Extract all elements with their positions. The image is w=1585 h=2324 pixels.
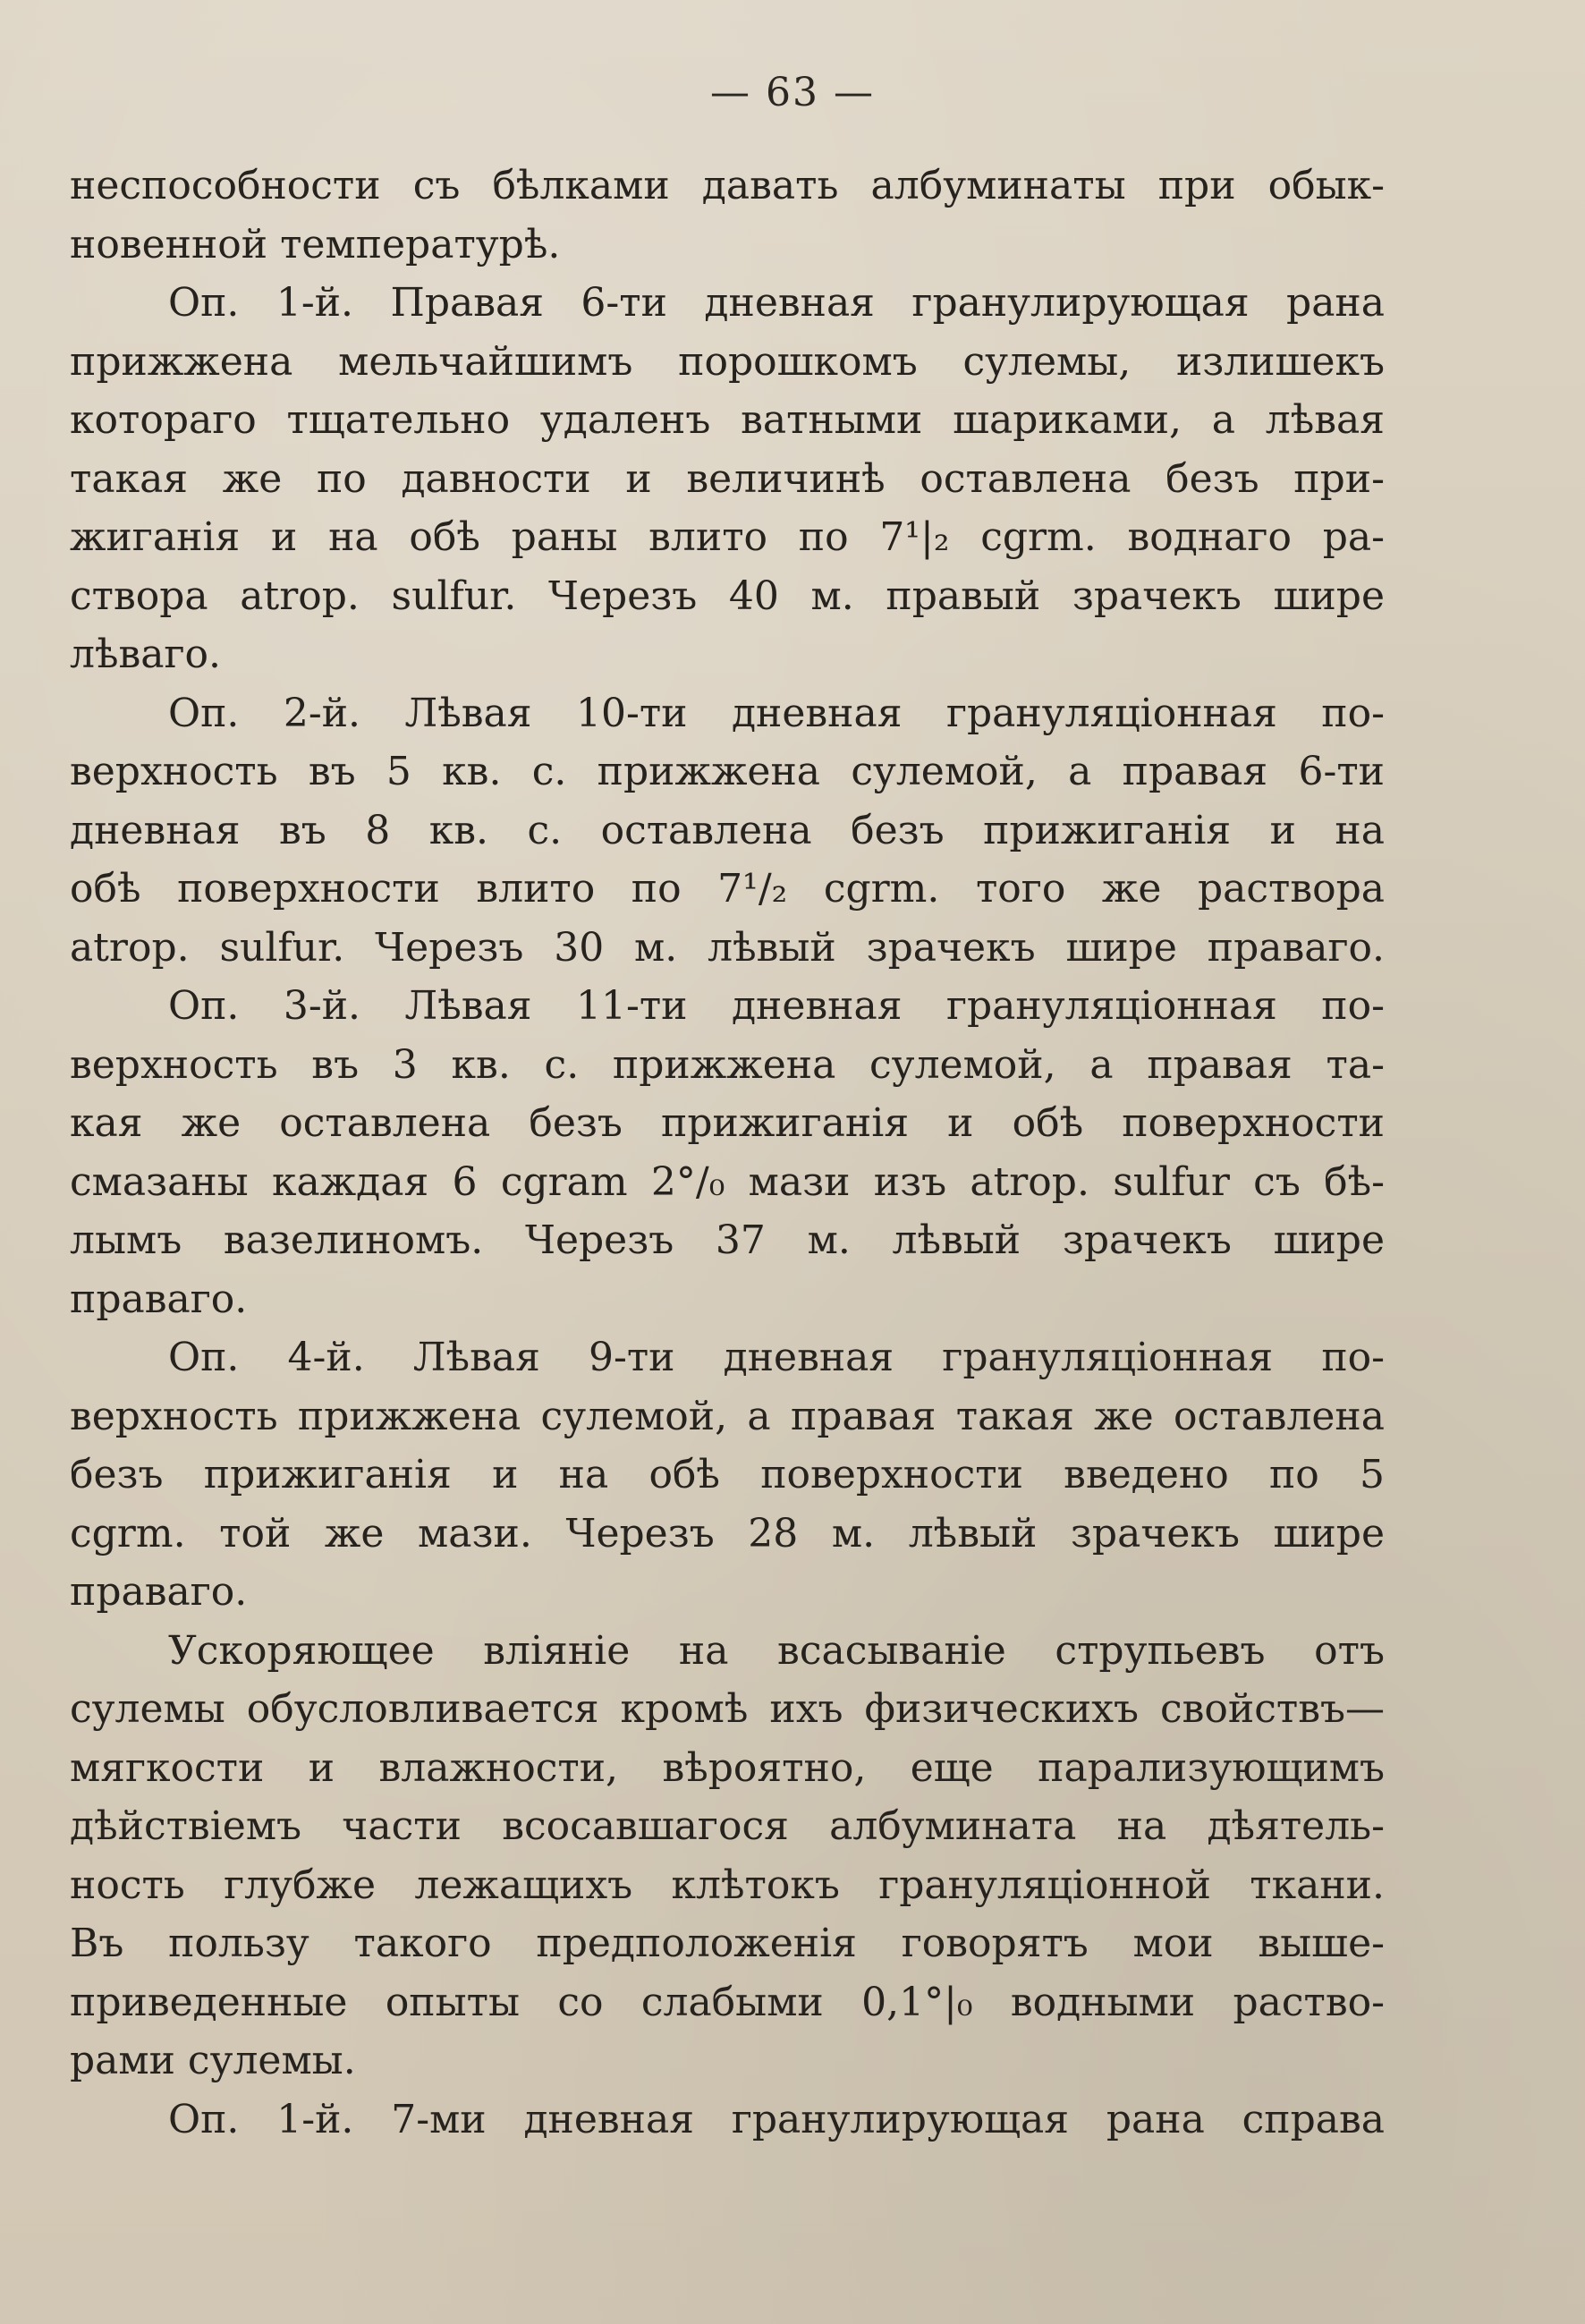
text-line: обѣ поверхности влито по 7¹/₂ cgrm. того же раствора bbox=[70, 866, 1385, 912]
text-line: Оп. 2-й. Лѣвая 10-ти дневная грануляціонная по- bbox=[168, 690, 1385, 736]
text-line: верхность въ 3 кв. с. прижжена сулемой, а правая та- bbox=[70, 1041, 1385, 1088]
text-line: дѣйствіемъ части всосавшагося албумината на дѣятель- bbox=[70, 1803, 1385, 1849]
text-line: лѣваго. bbox=[70, 632, 222, 677]
text-line: дневная въ 8 кв. с. оставлена безъ прижиганія и на bbox=[70, 807, 1385, 853]
text-line: жиганія и на обѣ раны влито по 7¹|₂ cgrm. воднаго ра- bbox=[70, 514, 1385, 560]
text-line: безъ прижиганія и на обѣ поверхности введено по 5 bbox=[70, 1452, 1385, 1497]
text-line: cgrm. той же мази. Черезъ 28 м. лѣвый зрачекъ шире bbox=[70, 1510, 1385, 1556]
text-line: верхность въ 5 кв. с. прижжена сулемой, а правая 6-ти bbox=[70, 749, 1385, 794]
text-line: смазаны каждая 6 cgram 2°/₀ мази изъ atrop. sulfur съ бѣ- bbox=[70, 1158, 1385, 1205]
text-line: прижжена мельчайшимъ порошкомъ сулемы, излишекъ bbox=[70, 338, 1385, 385]
text-line: неспособности съ бѣлками давать албуминаты при обык- bbox=[70, 163, 1385, 208]
text-line: котораго тщательно удаленъ ватными шариками, а лѣвая bbox=[70, 397, 1385, 443]
text-line: мягкости и влажности, вѣроятно, еще парализующимъ bbox=[70, 1744, 1385, 1791]
text-line: верхность прижжена сулемой, а правая такая же оставлена bbox=[70, 1393, 1385, 1439]
text-line: такая же по давности и величинѣ оставлена безъ при- bbox=[70, 455, 1385, 502]
text-line: Оп. 1-й. 7-ми дневная гранулирующая рана справа bbox=[168, 2096, 1385, 2142]
text-line: сулемы обусловливается кромѣ ихъ физическихъ свойствъ— bbox=[70, 1686, 1385, 1732]
text-line: кая же оставлена безъ прижиганія и обѣ поверхности bbox=[70, 1100, 1385, 1146]
text-line: створа atrop. sulfur. Черезъ 40 м. правый зрачекъ шире bbox=[70, 573, 1385, 619]
text-line: Оп. 4-й. Лѣвая 9-ти дневная грануляціонная по- bbox=[168, 1335, 1385, 1380]
text-line: ность глубже лежащихъ клѣтокъ грануляціонной ткани. bbox=[70, 1862, 1385, 1908]
text-line: праваго. bbox=[70, 1569, 248, 1615]
text-line: приведенные опыты со слабыми 0,1°|₀ водными раство- bbox=[70, 1979, 1385, 2025]
text-line: новенной температурѣ. bbox=[70, 221, 561, 267]
text-line: праваго. bbox=[70, 1276, 248, 1322]
text-line: Оп. 1-й. Правая 6-ти дневная гранулирующая рана bbox=[168, 280, 1385, 326]
text-line: лымъ вазелиномъ. Черезъ 37 м. лѣвый зрачекъ шире bbox=[70, 1217, 1385, 1263]
text-line: Въ пользу такого предположенія говорятъ мои выше- bbox=[70, 1921, 1385, 1966]
text-line: atrop. sulfur. Черезъ 30 м. лѣвый зрачекъ шире праваго. bbox=[70, 924, 1385, 971]
text-line: рами сулемы. bbox=[70, 2038, 356, 2083]
text-line: Ускоряющее вліяніе на всасываніе струпьевъ отъ bbox=[168, 1627, 1385, 1674]
text-line: Оп. 3-й. Лѣвая 11-ти дневная грануляціонная по- bbox=[168, 983, 1385, 1029]
page-number: — 63 — bbox=[710, 70, 875, 115]
body-text bbox=[70, 157, 1385, 2149]
